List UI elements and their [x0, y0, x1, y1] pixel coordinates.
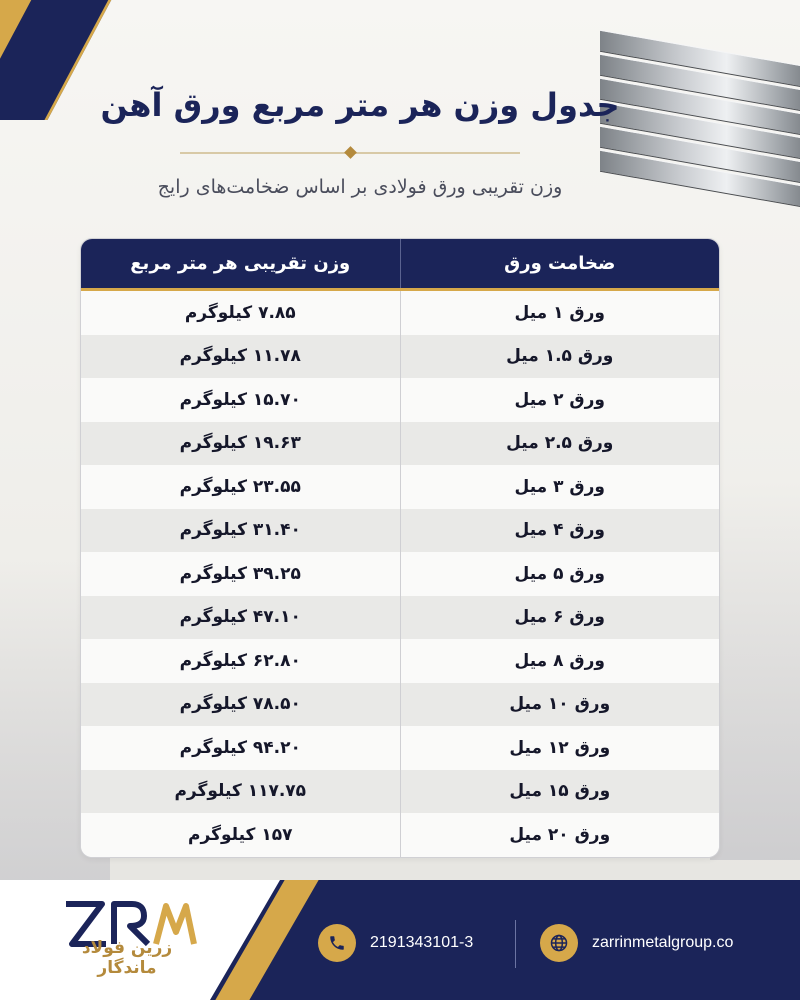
table-row — [81, 813, 719, 857]
cell-thickness: ورق ۸ میل — [400, 639, 720, 683]
cell-thickness: ورق ۱۰ میل — [400, 683, 720, 727]
website-url: zarrinmetalgroup.co — [592, 934, 734, 951]
cell-weight: ۱۹.۶۳ کیلوگرم — [179, 433, 301, 454]
cell-weight: ۳۹.۲۵ کیلوگرم — [179, 563, 301, 584]
cell-weight: ۱۱۷.۷۵ کیلوگرم — [174, 781, 307, 802]
cell-weight: ۱۵.۷۰ کیلوگرم — [179, 389, 301, 410]
contact-divider — [515, 920, 516, 968]
page-subtitle: وزن تقریبی ورق فولادی بر اساس ضخامت‌های رایج — [157, 176, 563, 198]
brand-logo — [52, 898, 202, 978]
cell-weight: ۱۱.۷۸ کیلوگرم — [179, 346, 301, 367]
cell-weight: ۹۴.۲۰ کیلوگرم — [179, 737, 301, 758]
cell-weight: ۱۵۷ کیلوگرم — [188, 824, 293, 845]
footer — [0, 880, 800, 1000]
table-row — [81, 596, 719, 640]
cell-thickness: ورق ۶ میل — [400, 596, 720, 640]
table-row — [81, 726, 719, 770]
cell-weight: ۴۷.۱۰ کیلوگرم — [179, 607, 301, 628]
table-row — [81, 378, 719, 422]
phone-number: 2191343101-3 — [370, 934, 474, 951]
header-weight: وزن تقریبی هر متر مربع — [130, 253, 351, 274]
table-row — [81, 335, 719, 379]
cell-thickness: ورق ۱ میل — [400, 291, 720, 335]
phone-contact[interactable] — [318, 924, 473, 962]
brand-name: زرین فولاد ماندگار — [81, 938, 173, 978]
cell-thickness: ورق ۲ میل — [400, 378, 720, 422]
header-thickness: ضخامت ورق — [400, 239, 720, 288]
table-row — [81, 552, 719, 596]
cell-thickness: ورق ۲.۵ میل — [400, 422, 720, 466]
table-row — [81, 291, 719, 335]
cell-weight: ۲۳.۵۵ کیلوگرم — [179, 476, 301, 497]
weight-table — [80, 238, 720, 858]
cell-weight: ۷.۸۵ کیلوگرم — [184, 302, 296, 323]
page-title: جدول وزن هر متر مربع ورق آهن — [100, 86, 620, 124]
cell-weight: ۶۲.۸۰ کیلوگرم — [179, 650, 301, 671]
table-row — [81, 683, 719, 727]
table-header — [81, 239, 719, 291]
cell-weight: ۷۸.۵۰ کیلوگرم — [179, 694, 301, 715]
globe-icon — [540, 924, 578, 962]
website-contact[interactable] — [540, 924, 733, 962]
cell-thickness: ورق ۵ میل — [400, 552, 720, 596]
table-row — [81, 422, 719, 466]
table-row — [81, 509, 719, 553]
table-row — [81, 770, 719, 814]
cell-thickness: ورق ۴ میل — [400, 509, 720, 553]
divider-diamond — [344, 146, 357, 159]
cell-weight: ۳۱.۴۰ کیلوگرم — [179, 520, 301, 541]
cell-thickness: ورق ۱.۵ میل — [400, 335, 720, 379]
cell-thickness: ورق ۱۵ میل — [400, 770, 720, 814]
background-factory-right — [710, 480, 800, 860]
cell-thickness: ورق ۲۰ میل — [400, 813, 720, 857]
cell-thickness: ورق ۳ میل — [400, 465, 720, 509]
phone-icon — [318, 924, 356, 962]
table-row — [81, 465, 719, 509]
table-row — [81, 639, 719, 683]
table-body — [81, 291, 719, 857]
cell-thickness: ورق ۱۲ میل — [400, 726, 720, 770]
